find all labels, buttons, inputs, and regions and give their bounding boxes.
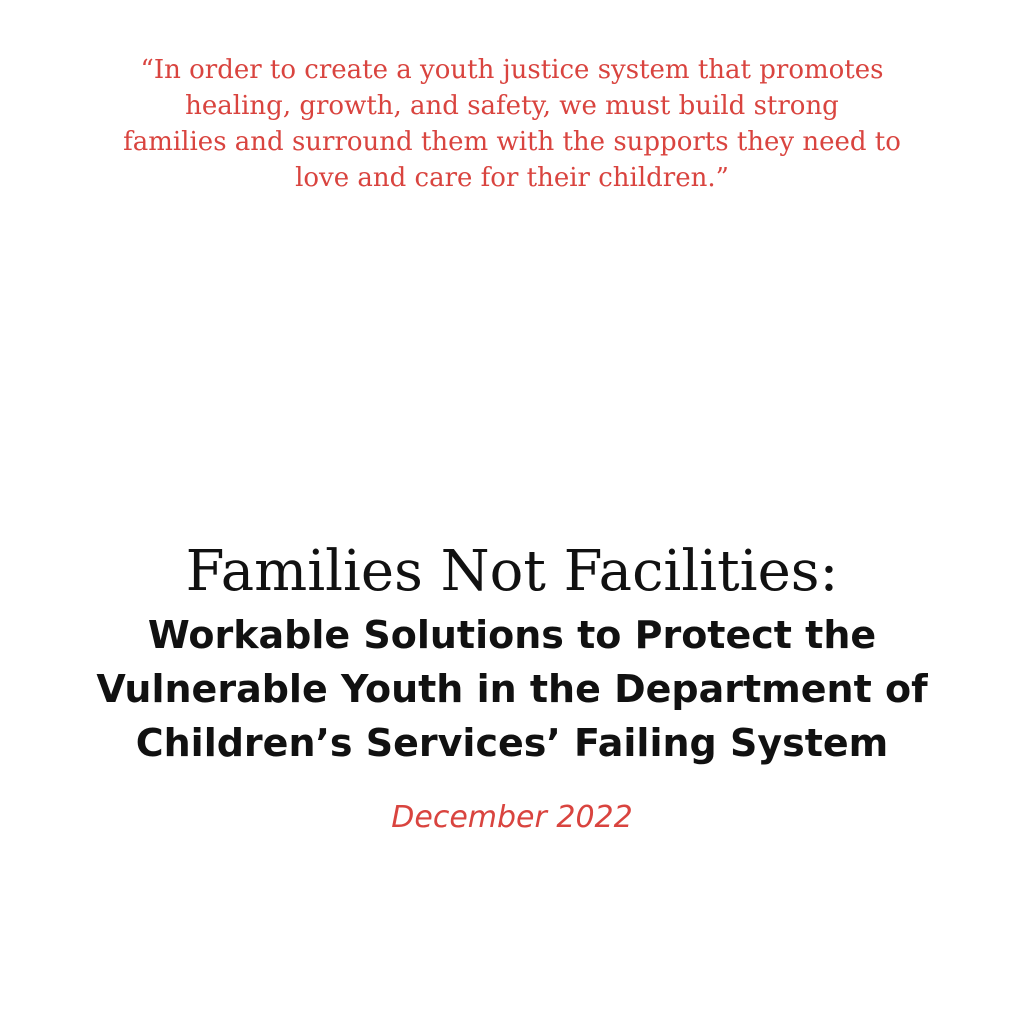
subtitle-line: Workable Solutions to Protect the xyxy=(147,613,877,657)
subtitle-line: Children’s Services’ Failing System xyxy=(135,721,889,765)
publication-date: December 2022 xyxy=(391,800,633,835)
quote-line: “In order to create a youth justice system that promotes xyxy=(140,55,884,85)
subtitle-line: Vulnerable Youth in the Department of xyxy=(96,667,928,711)
quote-line: families and surround them with the supports they need to xyxy=(123,127,901,157)
quote-line: love and care for their children.” xyxy=(295,163,729,193)
document-title: Families Not Facilities: xyxy=(185,539,839,604)
epigraph-quote xyxy=(40,52,984,196)
quote-line: healing, growth, and safety, we must build strong xyxy=(185,91,839,121)
document-subtitle xyxy=(20,608,1004,770)
